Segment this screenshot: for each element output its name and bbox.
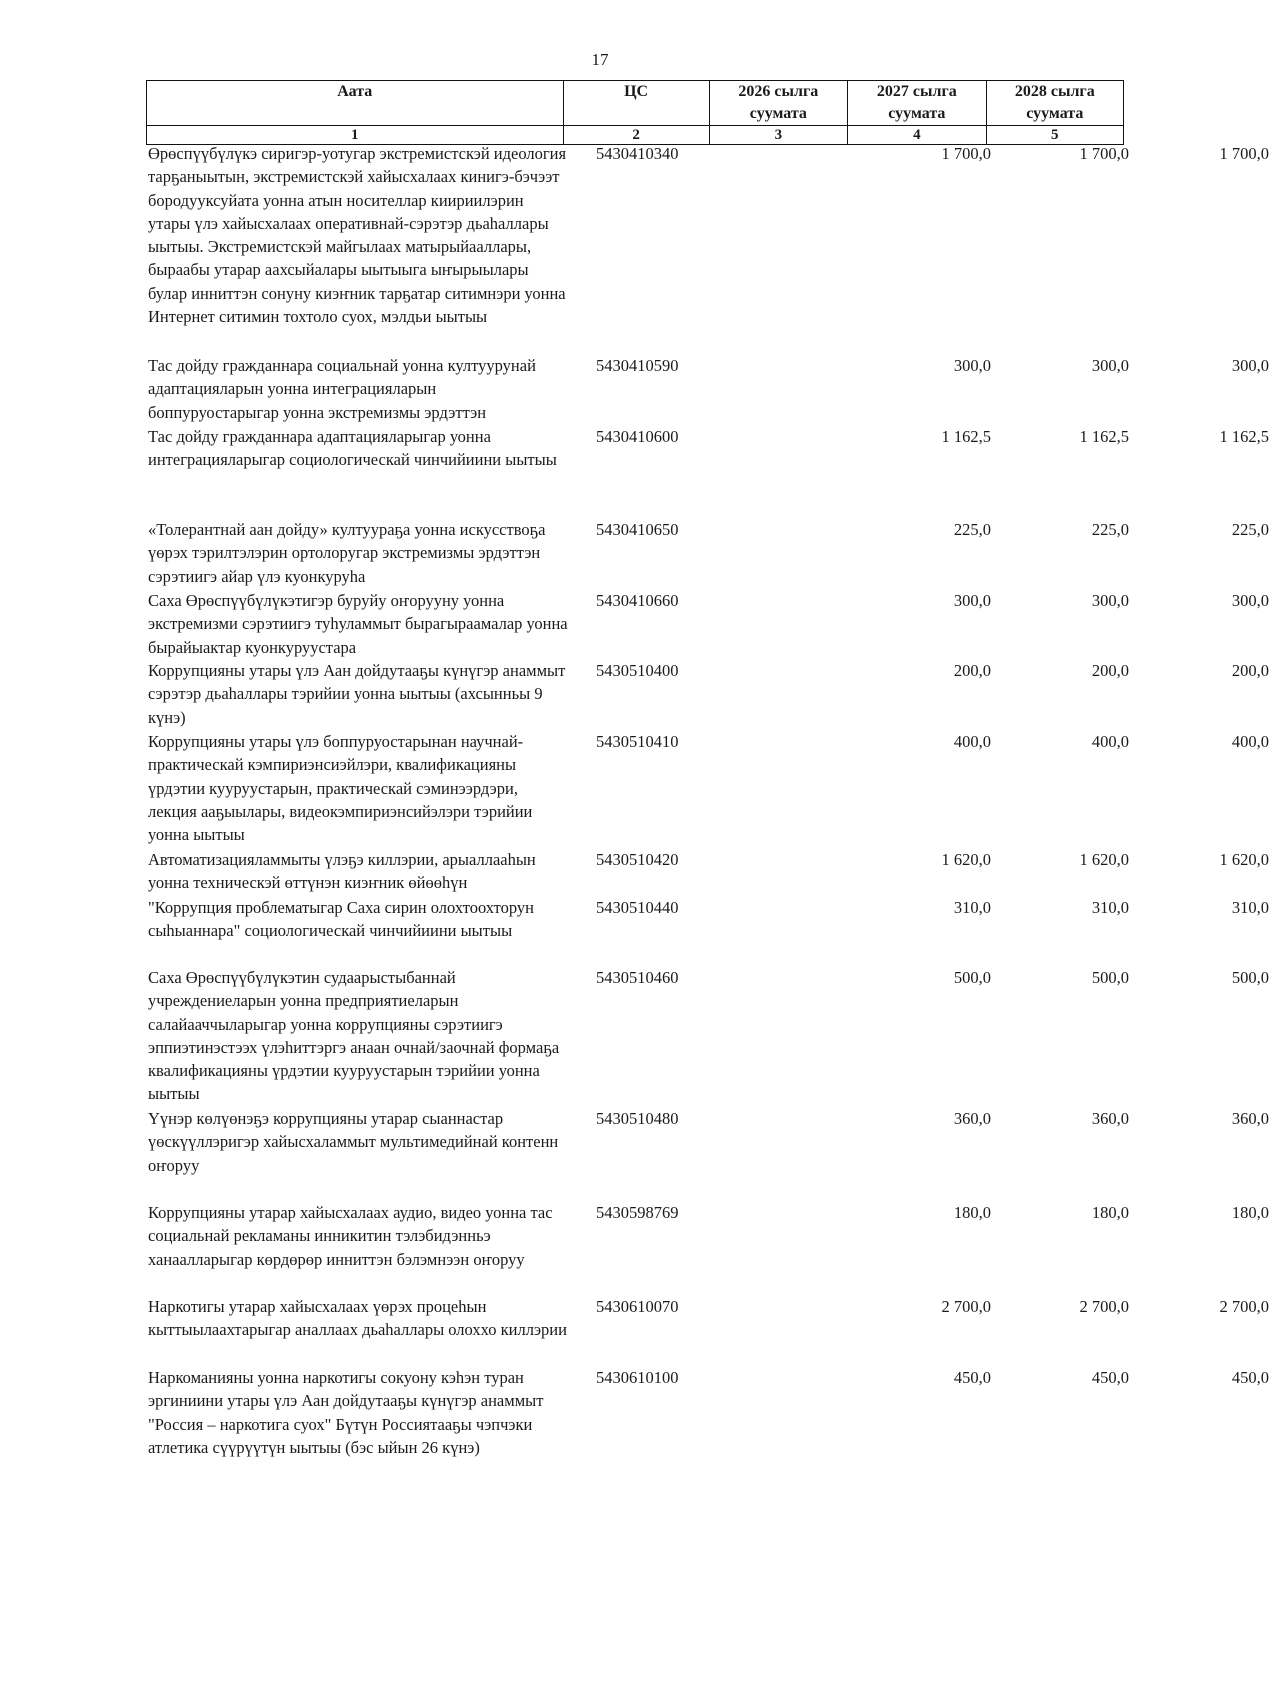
row-value-2028: 400,0 xyxy=(1231,732,1269,751)
row-value-2028: 360,0 xyxy=(1231,1109,1269,1128)
row-value-2026: 450,0 xyxy=(953,1368,991,1387)
row-name: Коррупцияны утарар хайысхалаах аудио, видео уонна тас социальнай рекламаны инникитин тэлэбидэнньэ ханаалларыгар көрдөрөр инниттэн бэлэмнээн оҥоруу xyxy=(148,1203,553,1269)
row-value-2028: 1 700,0 xyxy=(1219,144,1269,163)
table-header xyxy=(146,80,1124,145)
row-name: Саха Өрөспүүбүлүкэтин судаарыстыбаннай учреждениеларын уонна предприятиеларын салайааччыларыгар уонна коррупцияны сэрэтиигэ эппиэтинэстээх үлэһиттэргэ анаан очнай/заочнай формаҕа квалификацияны үрдэтии кууруустарын тэрийии уонна ыытыы xyxy=(148,968,560,1104)
row-name: Тас дойду гражданнара социальнай уонна култуурунай адаптацияларын уонна интеграцияларын боппуруостарыгар уонна экстремизмы эрдэттэн xyxy=(148,356,536,422)
row-value-2028: 2 700,0 xyxy=(1219,1297,1269,1316)
row-value-2026: 1 620,0 xyxy=(941,850,991,869)
row-value-2026: 2 700,0 xyxy=(941,1297,991,1316)
row-code: 5430610100 xyxy=(596,1368,679,1387)
row-code: 5430410340 xyxy=(596,144,679,163)
row-name: Коррупцияны утары үлэ Аан дойдутааҕы күнүгэр анаммыт сэрэтэр дьаһаллары тэрийии уонна ыытыы (ахсынньы 9 күнэ) xyxy=(148,661,566,727)
row-value-2028: 300,0 xyxy=(1231,591,1269,610)
row-value-2027: 200,0 xyxy=(1091,661,1129,680)
row-name: Автоматизацияламмыты үлэҕэ киллэрии, арыаллааһын уонна техническэй өттүнэн киэҥник өйөөһүн xyxy=(148,850,536,893)
row-value-2026: 300,0 xyxy=(953,356,991,375)
row-code: 5430410660 xyxy=(596,591,679,610)
row-value-2027: 400,0 xyxy=(1091,732,1129,751)
row-value-2026: 1 162,5 xyxy=(941,427,991,446)
header-code: ЦС xyxy=(563,81,709,126)
row-value-2026: 360,0 xyxy=(953,1109,991,1128)
row-value-2028: 500,0 xyxy=(1231,968,1269,987)
row-value-2028: 180,0 xyxy=(1231,1203,1269,1222)
row-value-2028: 1 162,5 xyxy=(1219,427,1269,446)
row-value-2027: 360,0 xyxy=(1091,1109,1129,1128)
row-value-2027: 310,0 xyxy=(1091,898,1129,917)
row-value-2027: 225,0 xyxy=(1091,520,1129,539)
row-value-2028: 200,0 xyxy=(1231,661,1269,680)
row-name: Өрөспүүбүлүкэ сиригэр-уотугар экстремистскэй идеология тарҕаныытын, экстремистскэй хайысхалаах кинигэ-бэчээт бородууксуйата уонна атын носителлар киириилэрин утары үлэ хайысхалаах оперативнай-сэрэтэр дьаһаллары ыытыы. Экстремистскэй майгылаах матырыйааллары, быраабы утарар аахсыйалары ыытыыга ыҥырыылары булар инниттэн сонуну киэҥник тарҕатар ситимнэри уонна Интернет ситимин тохтоло суох, мэлдьи ыытыы xyxy=(148,144,567,327)
header-2027: 2027 сылга суумата xyxy=(848,81,986,126)
row-value-2027: 2 700,0 xyxy=(1079,1297,1129,1316)
row-code: 5430510460 xyxy=(596,968,679,987)
header-num-3: 3 xyxy=(709,126,847,145)
row-value-2027: 500,0 xyxy=(1091,968,1129,987)
row-code: 5430410600 xyxy=(596,427,679,446)
row-code: 5430598769 xyxy=(596,1203,679,1222)
row-value-2026: 180,0 xyxy=(953,1203,991,1222)
row-value-2027: 1 620,0 xyxy=(1079,850,1129,869)
row-value-2027: 1 162,5 xyxy=(1079,427,1129,446)
header-2026: 2026 сылга суумата xyxy=(709,81,847,126)
header-name: Аата xyxy=(147,81,564,126)
row-name: Наркоманияны уонна наркотигы сокуону кэһэн туран эргиниини утары үлэ Аан дойдутааҕы күнүгэр анаммыт "Россия – наркотига суох" Бүтүн Россиятааҕы чэпчэки атлетика сүүрүүтүн ыытыы (бэс ыйын 26 күнэ) xyxy=(148,1368,544,1457)
row-value-2028: 300,0 xyxy=(1231,356,1269,375)
row-value-2027: 450,0 xyxy=(1091,1368,1129,1387)
row-code: 5430510440 xyxy=(596,898,679,917)
page-number: 17 xyxy=(591,50,609,69)
row-name: «Толерантнай аан дойду» култуураҕа уонна искусствоҕа үөрэх тэрилтэлэрин ортолоругар экстремизмы эрдэттэн сэрэтиигэ айар үлэ куонкуруһа xyxy=(148,520,546,586)
row-code: 5430510400 xyxy=(596,661,679,680)
row-value-2026: 1 700,0 xyxy=(941,144,991,163)
row-name: Коррупцияны утары үлэ боппуруостарынан научнай-практическай кэмпириэнсиэйлэри, квалификацияны үрдэтии кууруустарын, практическай сэминээрдэри, лекция ааҕыылары, видеокэмпириэнсийэлэри тэрийии уонна ыытыы xyxy=(148,732,533,845)
row-value-2027: 180,0 xyxy=(1091,1203,1129,1222)
row-name: Үүнэр көлүөнэҕэ коррупцияны утарар сыаннастар үөскүүллэригэр хайысхаламмыт мультимедийнай контенн оҥоруу xyxy=(148,1109,559,1175)
row-value-2026: 500,0 xyxy=(953,968,991,987)
row-value-2026: 300,0 xyxy=(953,591,991,610)
row-value-2026: 200,0 xyxy=(953,661,991,680)
row-code: 5430510480 xyxy=(596,1109,679,1128)
header-num-5: 5 xyxy=(986,126,1123,145)
row-name: Тас дойду гражданнара адаптацияларыгар уонна интеграцияларыгар социологическай чинчийиини ыытыы xyxy=(148,427,557,470)
header-num-4: 4 xyxy=(848,126,986,145)
row-value-2026: 400,0 xyxy=(953,732,991,751)
header-num-2: 2 xyxy=(563,126,709,145)
row-value-2027: 300,0 xyxy=(1091,356,1129,375)
row-code: 5430610070 xyxy=(596,1297,679,1316)
row-value-2028: 1 620,0 xyxy=(1219,850,1269,869)
row-name: Наркотигы утарар хайысхалаах үөрэх процеһын кыттыылаахтарыгар аналлаах дьаһаллары олоххо киллэрии xyxy=(148,1297,567,1340)
row-value-2026: 225,0 xyxy=(953,520,991,539)
row-value-2028: 310,0 xyxy=(1231,898,1269,917)
row-value-2028: 450,0 xyxy=(1231,1368,1269,1387)
header-2028: 2028 сылга суумата xyxy=(986,81,1123,126)
row-code: 5430410590 xyxy=(596,356,679,375)
row-name: Саха Өрөспүүбүлүкэтигэр буруйу оҥорууну уонна экстремизми сэрэтиигэ туһуламмыт бырагыраамалар уонна бырайыактар куонкуруустара xyxy=(148,591,568,657)
row-name: "Коррупция проблематыгар Саха сирин олохтоохторун сыһыаннара" социологическай чинчийиини ыытыы xyxy=(148,898,534,941)
row-value-2027: 1 700,0 xyxy=(1079,144,1129,163)
row-code: 5430510420 xyxy=(596,850,679,869)
row-value-2026: 310,0 xyxy=(953,898,991,917)
row-value-2028: 225,0 xyxy=(1231,520,1269,539)
row-code: 5430510410 xyxy=(596,732,679,751)
row-value-2027: 300,0 xyxy=(1091,591,1129,610)
header-num-1: 1 xyxy=(147,126,564,145)
row-code: 5430410650 xyxy=(596,520,679,539)
